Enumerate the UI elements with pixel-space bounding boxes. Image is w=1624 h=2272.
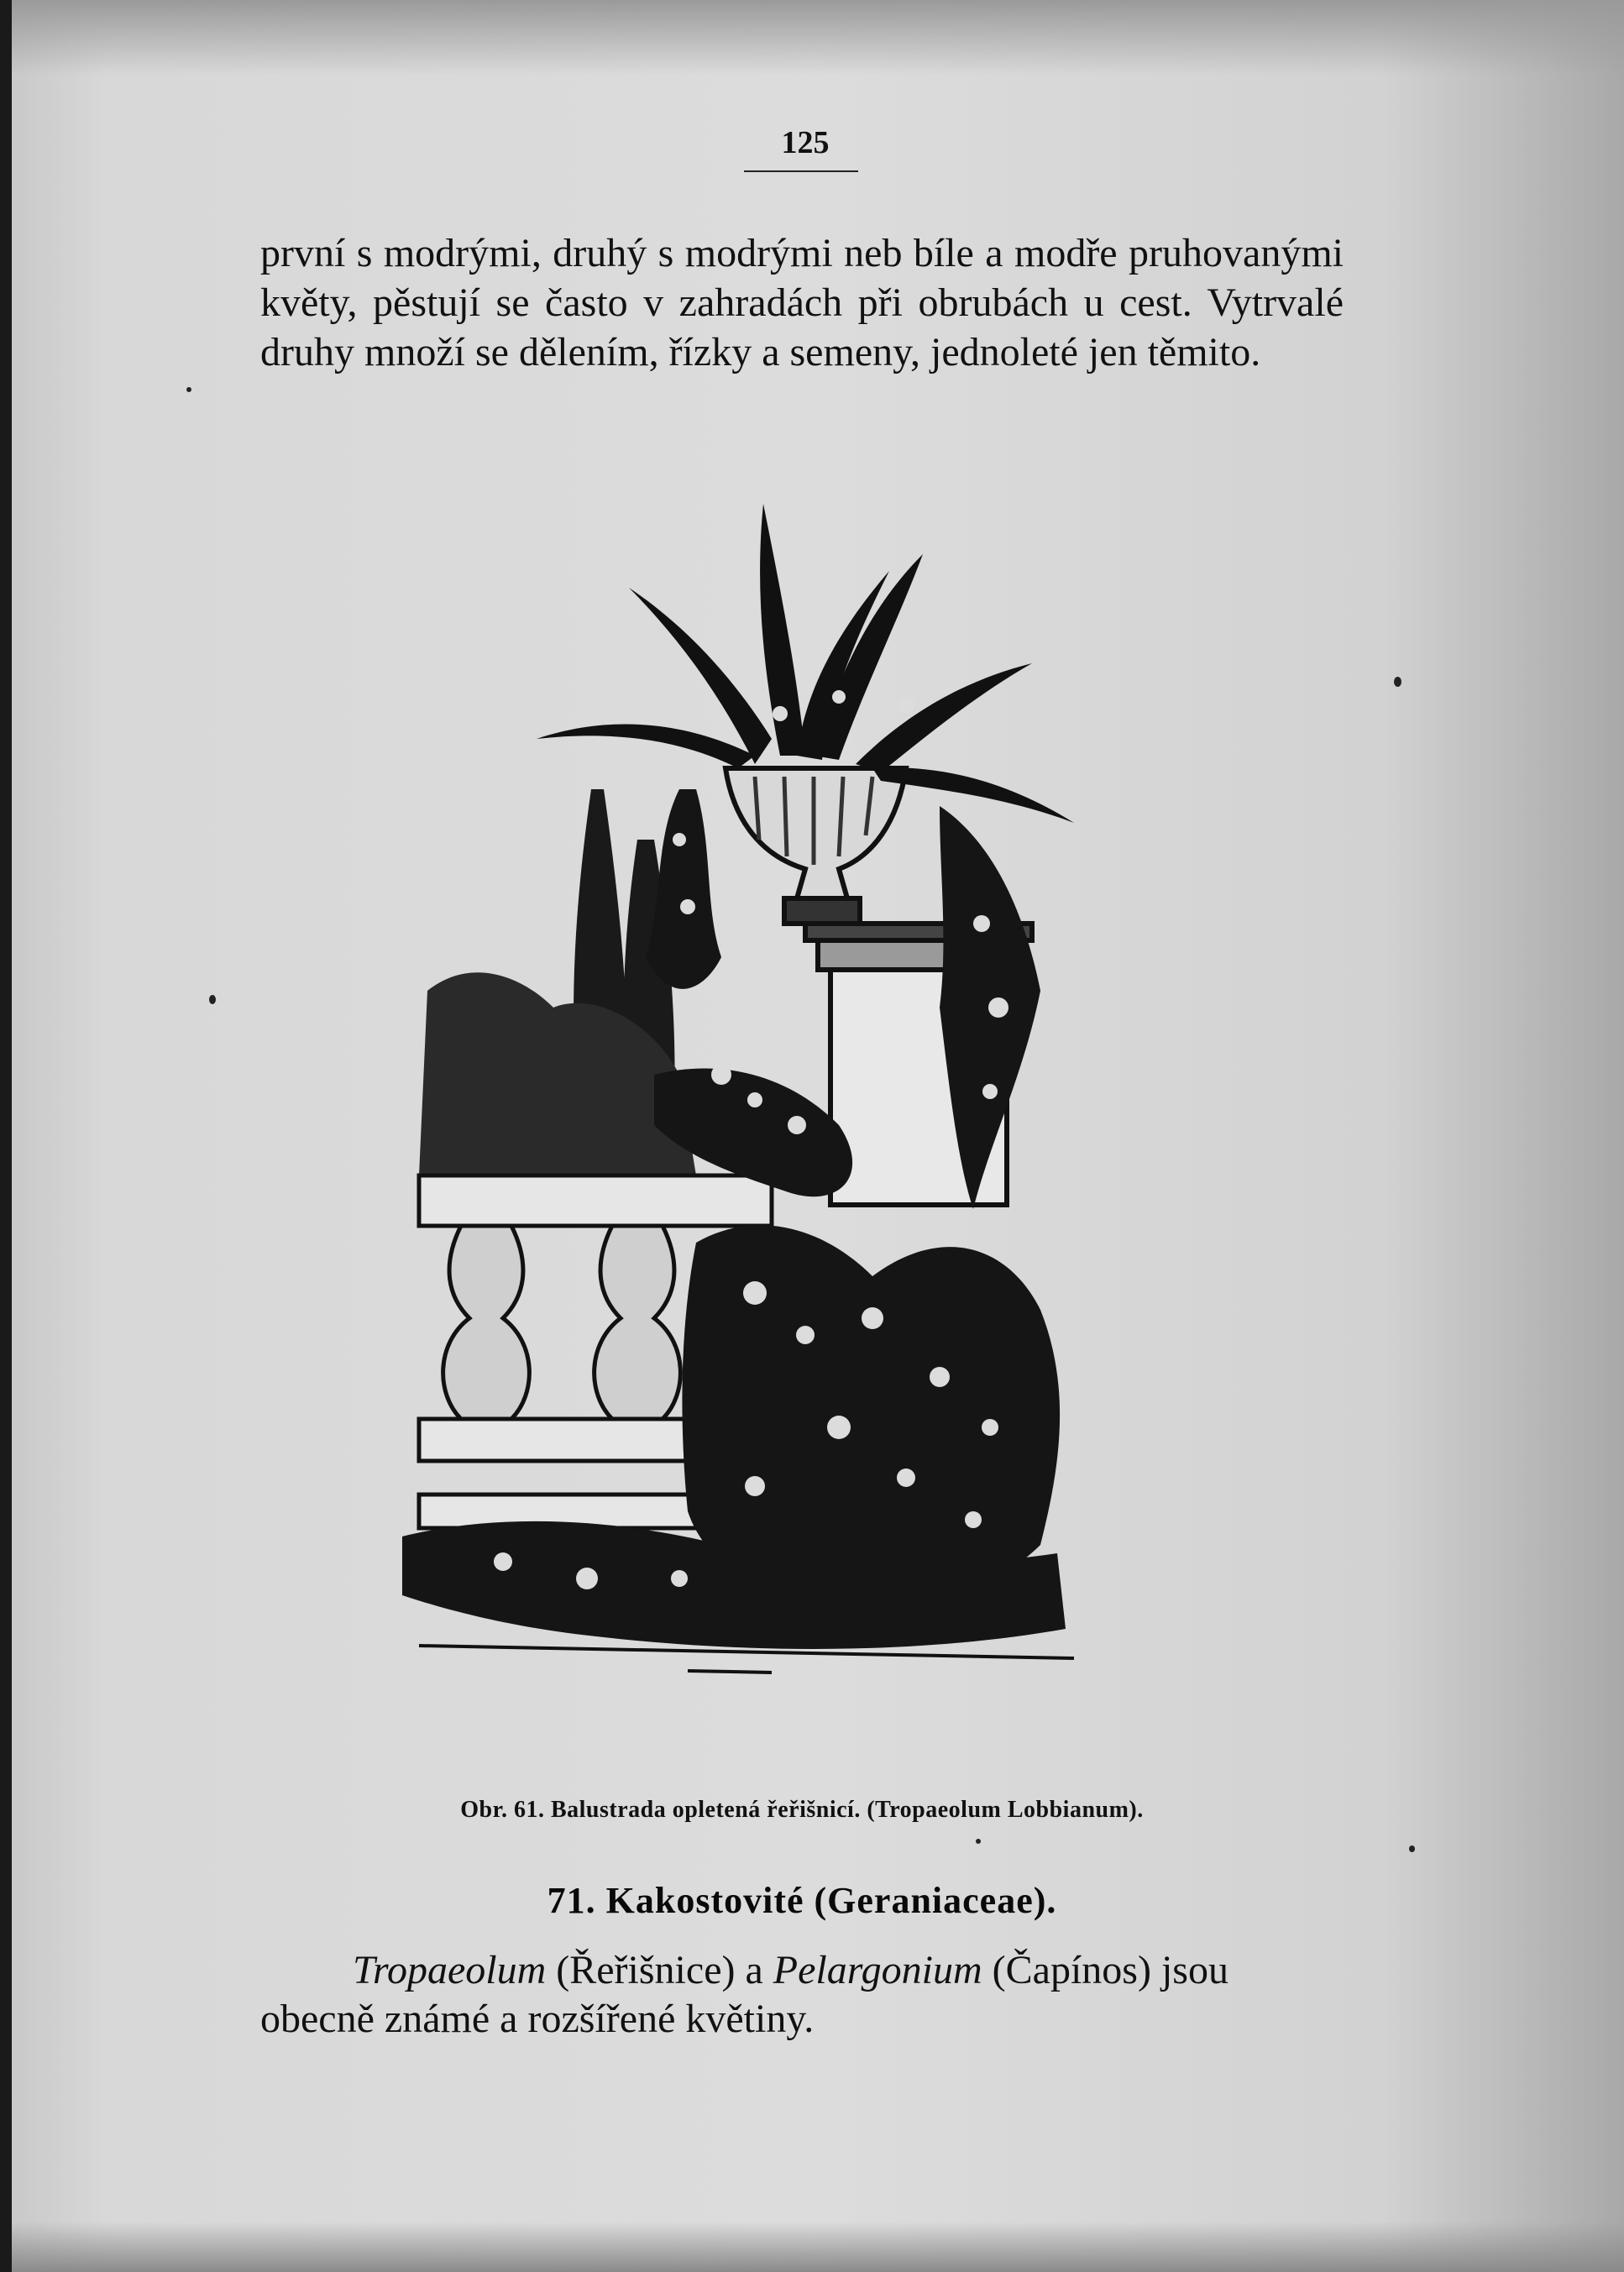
paragraph-text-1: (Řeřišnice) a xyxy=(546,1948,773,1992)
section-paragraph xyxy=(260,1946,1344,2044)
print-speck xyxy=(1394,677,1401,687)
genus-tropaeolum: Tropaeolum xyxy=(353,1948,547,1992)
book-page xyxy=(12,0,1624,2272)
balusters xyxy=(443,1226,681,1419)
print-speck xyxy=(1409,1845,1415,1852)
ground-line xyxy=(419,1646,1074,1673)
figure-caption: Obr. 61. Balustrada opletená řeřišnicí. (Tropaeolum Lobbianum). xyxy=(460,1797,1144,1823)
print-speck xyxy=(976,1839,981,1844)
balustrade-illustration xyxy=(402,487,1175,1780)
print-speck xyxy=(209,995,216,1004)
page-number: 125 xyxy=(781,125,830,160)
page-number-rule xyxy=(744,170,858,172)
paragraph-text-2: (Čapínos) jsou obecně známé a rozšířené květiny. xyxy=(260,1948,1228,2041)
top-paragraph: první s modrými, druhý s modrými neb bíle a modře pruhovanými květy, pěstují se často v zahradách při obrubách u cest. Vytrvalé druhy množí se dělením, řízky a semeny, jednoleté jen těmito. xyxy=(260,231,1344,374)
section-heading: 71. Kakostovité (Geraniaceae). xyxy=(547,1880,1057,1921)
genus-pelargonium: Pelargonium xyxy=(773,1948,982,1992)
urn xyxy=(726,768,906,924)
print-speck xyxy=(186,387,191,392)
